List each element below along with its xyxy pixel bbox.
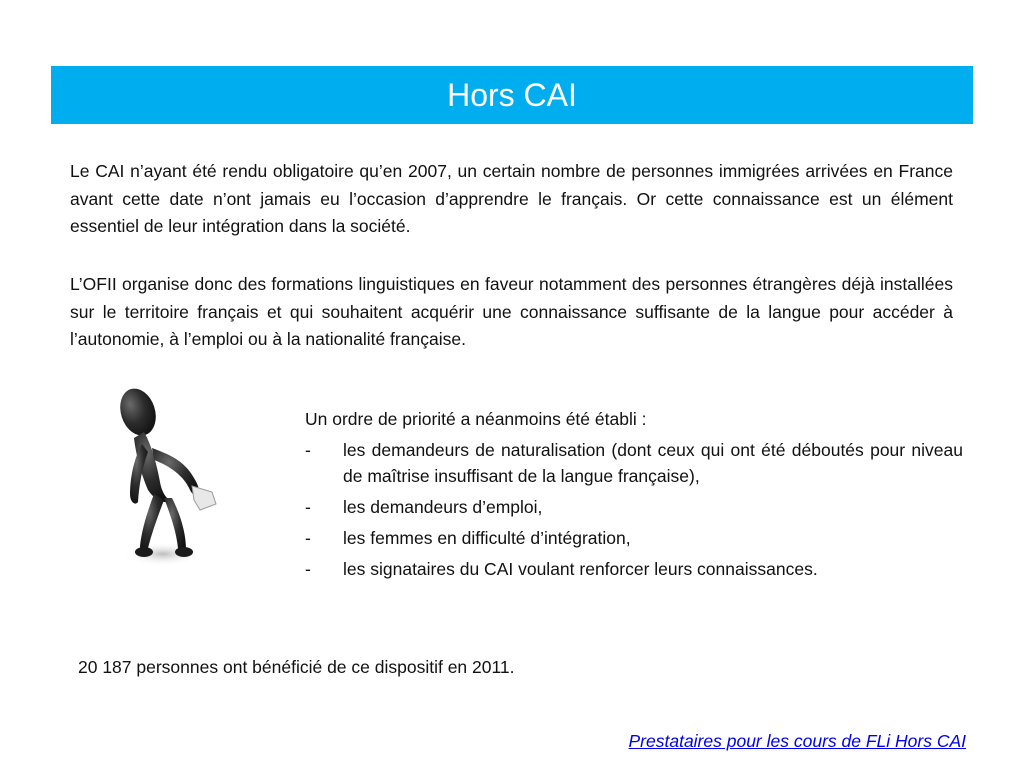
list-item — [305, 525, 963, 551]
list-item — [305, 494, 963, 520]
list-bullet: - — [305, 440, 311, 460]
beneficiaries-statement: 20 187 personnes ont bénéficié de ce dispositif en 2011. — [78, 657, 515, 677]
list-item-text: les signataires du CAI voulant renforcer leurs connaissances. — [343, 559, 818, 579]
priority-block — [305, 406, 963, 587]
list-item-text: les demandeurs d’emploi, — [343, 497, 543, 517]
ofii-paragraph: L’OFII organise donc des formations linguistiques en faveur notamment des personnes étrangères déjà installées sur le territoire français et qui souhaitent acquérir une connaissance suffisante de la langue pour accéder à l’autonomie, à l’emploi ou à la nationalité française. — [70, 274, 953, 349]
list-item-text: les femmes en difficulté d’intégration, — [343, 528, 631, 548]
priority-list — [305, 437, 963, 582]
providers-link[interactable]: Prestataires pour les cours de FLi Hors CAI — [628, 731, 966, 751]
list-bullet: - — [305, 528, 311, 548]
list-bullet: - — [305, 497, 311, 517]
stick-figure-icon — [108, 382, 228, 572]
title-bar — [51, 66, 973, 124]
list-item-text: les demandeurs de naturalisation (dont ceux qui ont été déboutés pour niveau de maîtrise insuffisant de la langue française), — [343, 440, 963, 486]
list-bullet: - — [305, 559, 311, 579]
priority-intro: Un ordre de priorité a néanmoins été établi : — [305, 409, 647, 429]
list-item — [305, 556, 963, 582]
slide-title: Hors CAI — [447, 76, 577, 113]
list-item — [305, 437, 963, 489]
intro-paragraph: Le CAI n’ayant été rendu obligatoire qu’en 2007, un certain nombre de personnes immigrées arrivées en France avant cette date n’ont jamais eu l’occasion d’apprendre le français. Or cette connaissance est un élément essentiel de leur intégration dans la société. — [70, 161, 953, 236]
